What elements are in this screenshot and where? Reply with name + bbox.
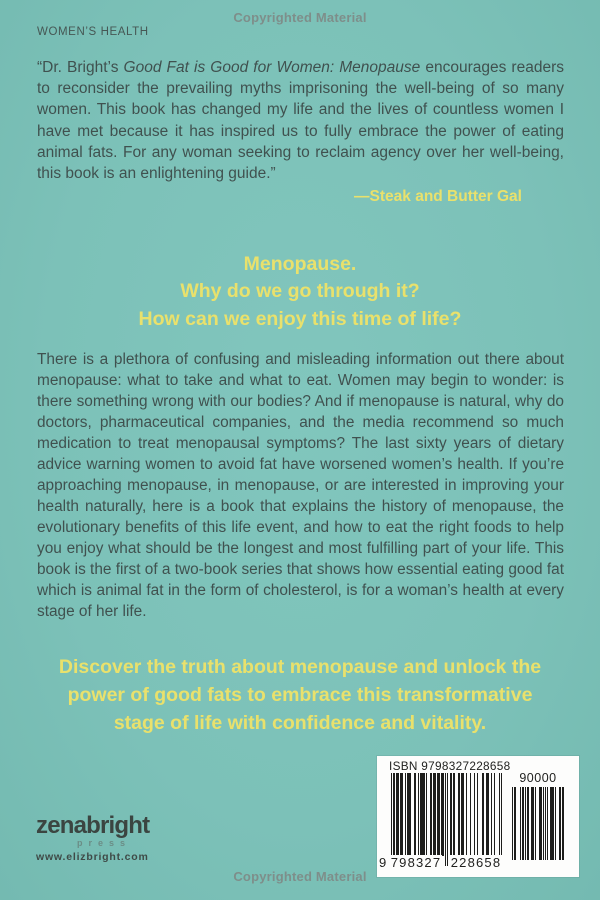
category-label: WOMEN’S HEALTH — [37, 26, 149, 38]
review-quote-text — [37, 57, 564, 184]
isbn-label: ISBN 9798327228658 — [389, 759, 511, 773]
call-to-action — [0, 653, 600, 737]
headline-line-2: Why do we go through it? — [180, 280, 420, 303]
review-attribution: —Steak and Butter Gal — [354, 188, 522, 206]
barcode-digit-lead: 9 — [379, 855, 387, 870]
cta-line-1: Discover the truth about menopause and unlock the — [58, 656, 542, 678]
cta-line-2: power of good fats to embrace this transformative — [67, 684, 533, 706]
publisher-logo — [36, 814, 166, 863]
barcode-digits-group1: 798327 — [390, 855, 442, 870]
headline-line-3: How can we enjoy this time of life? — [138, 307, 462, 330]
ean13-barcode — [391, 773, 502, 866]
cta-line-3: stage of life with confidence and vitality. — [113, 712, 487, 734]
review-quote-block — [37, 57, 564, 206]
headline — [0, 251, 600, 333]
review-quote-prefix: “Dr. Bright’s — [37, 59, 124, 76]
barcode-supplement-label: 90000 — [519, 771, 557, 785]
description-text: There is a plethora of confusing and misleading information out there about menopause: what to take and what to eat. Women may begin to wonder: is there something wrong with our bodies? And if menopause is natural, why do doctors, pharmaceutical companies, and the media recommend so much medication to treat menopausal symptoms? The last sixty years of dietary advice warning women to avoid fat have worsened women’s health. If you’re approaching menopause, in menopause, or are interested in improving your health naturally, here is a book that explains the history of menopause, the evolutionary benefits of this life event, and how to eat the right foods to help you enjoy what should be the longest and most fulfilling part of your life. This book is the first of a two-book series that shows how essential eating good fat which is animal fat in the form of cholesterol, is for a woman’s health at every stage of her life. — [37, 351, 564, 620]
publisher-website: www.elizbright.com — [36, 851, 149, 863]
publisher-subtitle: press — [76, 838, 132, 848]
headline-line-1: Menopause. — [243, 253, 357, 275]
copyright-notice-top: Copyrighted Material — [233, 10, 367, 25]
review-quote-book-title: Good Fat is Good for Women: Menopause — [123, 59, 421, 76]
copyright-notice-bottom: Copyrighted Material — [233, 869, 367, 884]
ean5-supplement-barcode — [511, 787, 564, 860]
barcode-panel — [377, 756, 579, 877]
barcode-digits-group2: 228658 — [450, 855, 502, 870]
barcode-digits — [379, 855, 507, 870]
review-quote-suffix: encourages readers to reconsider the prevailing myths imprisoning the well-being of so many women. This book has changed my life and the lives of countless women I have met because it has inspired us to fully embrace the power of eating animal fats. For any woman seeking to reclaim agency over her well-being, this book is an enlightening guide.” — [37, 59, 564, 183]
publisher-name: zenabright — [36, 812, 150, 839]
